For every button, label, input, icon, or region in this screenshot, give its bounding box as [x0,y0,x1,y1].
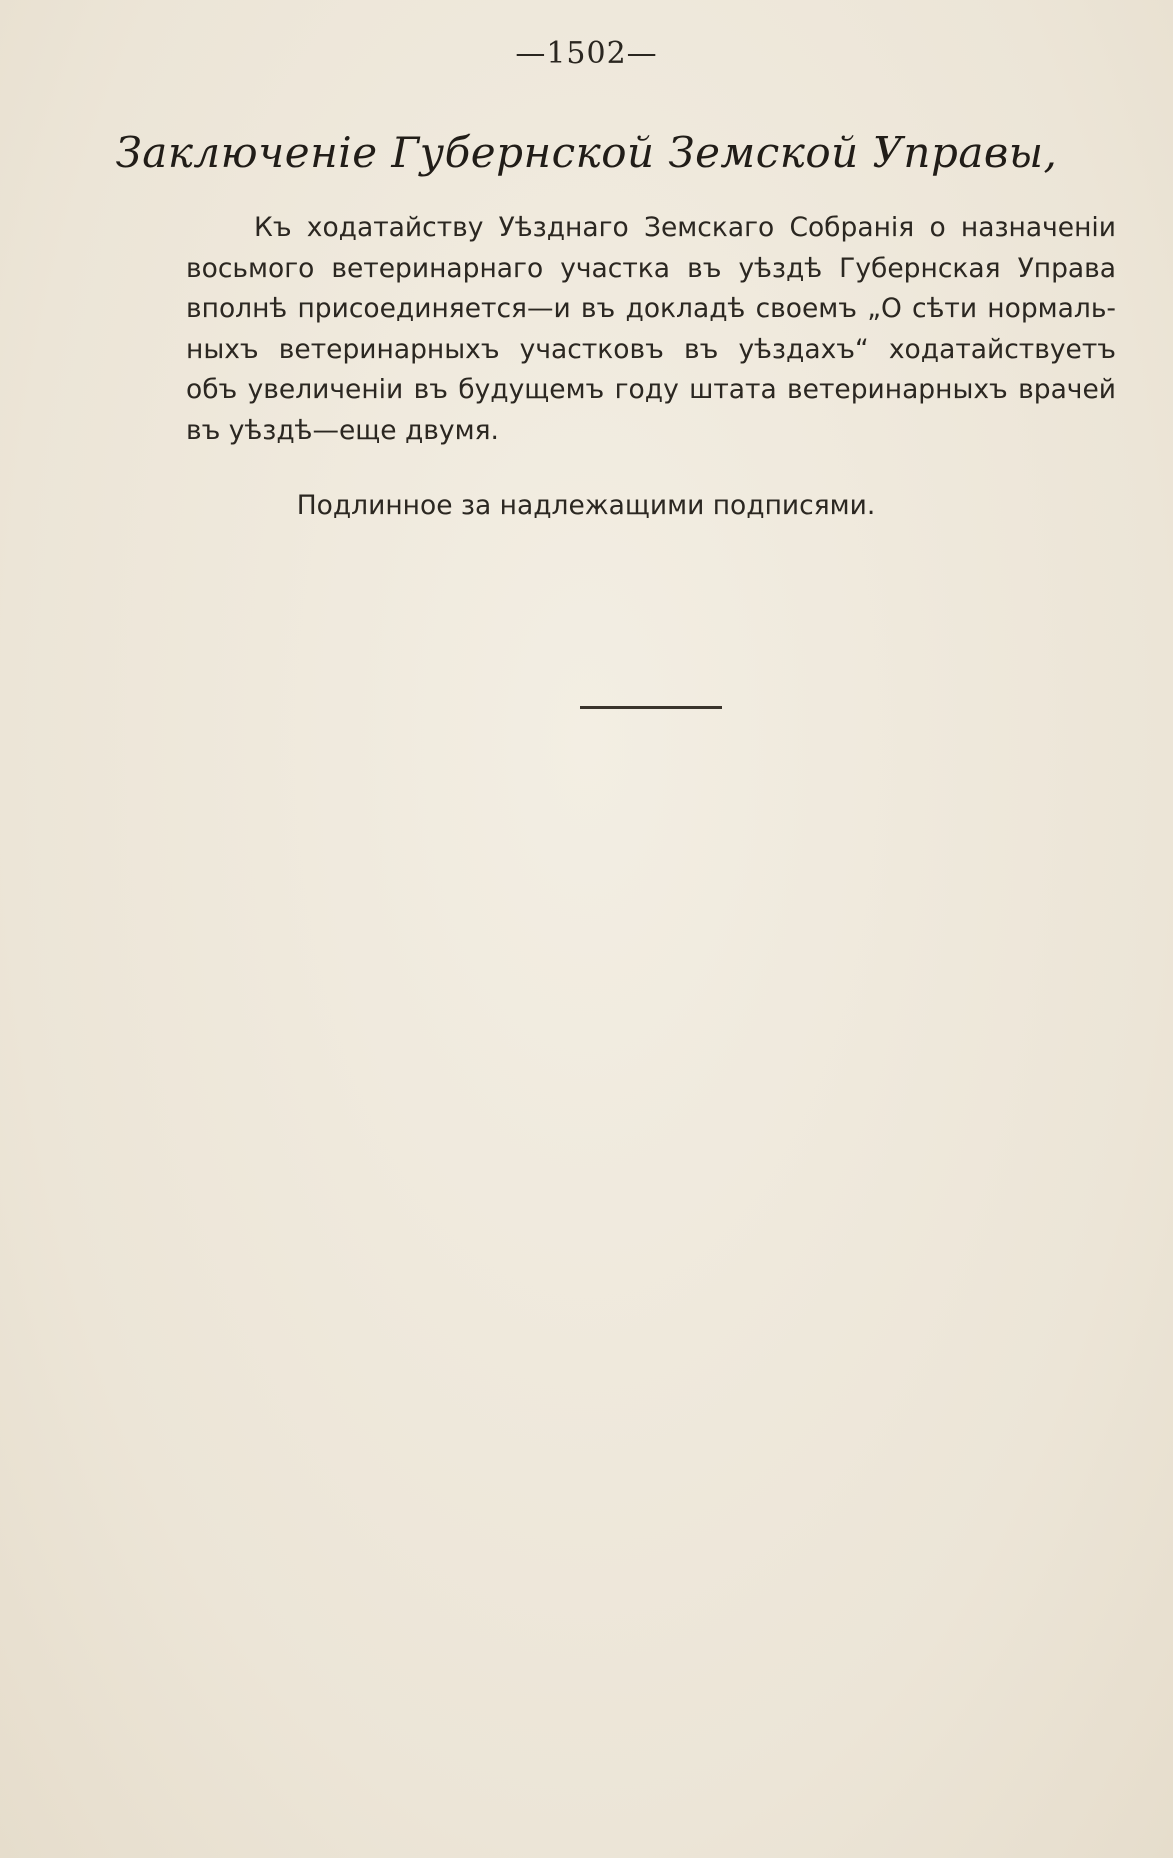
signature-note: Подлинное за надлежащими подписями. [296,490,876,521]
body-line: вполнѣ присоединяется—и въ докладѣ своемъ „О сѣти нормаль- [186,293,1116,324]
body-line: объ увеличеніи въ будущемъ году штата ветеринарныхъ врачей [186,374,1116,405]
body-line: восьмого ветеринарнаго участка въ уѣздѣ Губернская Управа [186,252,1116,284]
section-title: Заключеніе Губернской Земской Управы, [115,128,1058,177]
body-line: въ уѣздѣ—еще двумя. [186,414,499,446]
horizontal-rule [580,706,722,709]
body-line: ныхъ ветеринарныхъ участковъ въ уѣздахъ“ ходатайствуетъ [186,333,1116,365]
page-number: —1502— [515,36,658,71]
body-line: Къ ходатайству Уѣзднаго Земскаго Собранія о назначеніи [254,212,1116,243]
body-paragraph [186,208,1116,451]
